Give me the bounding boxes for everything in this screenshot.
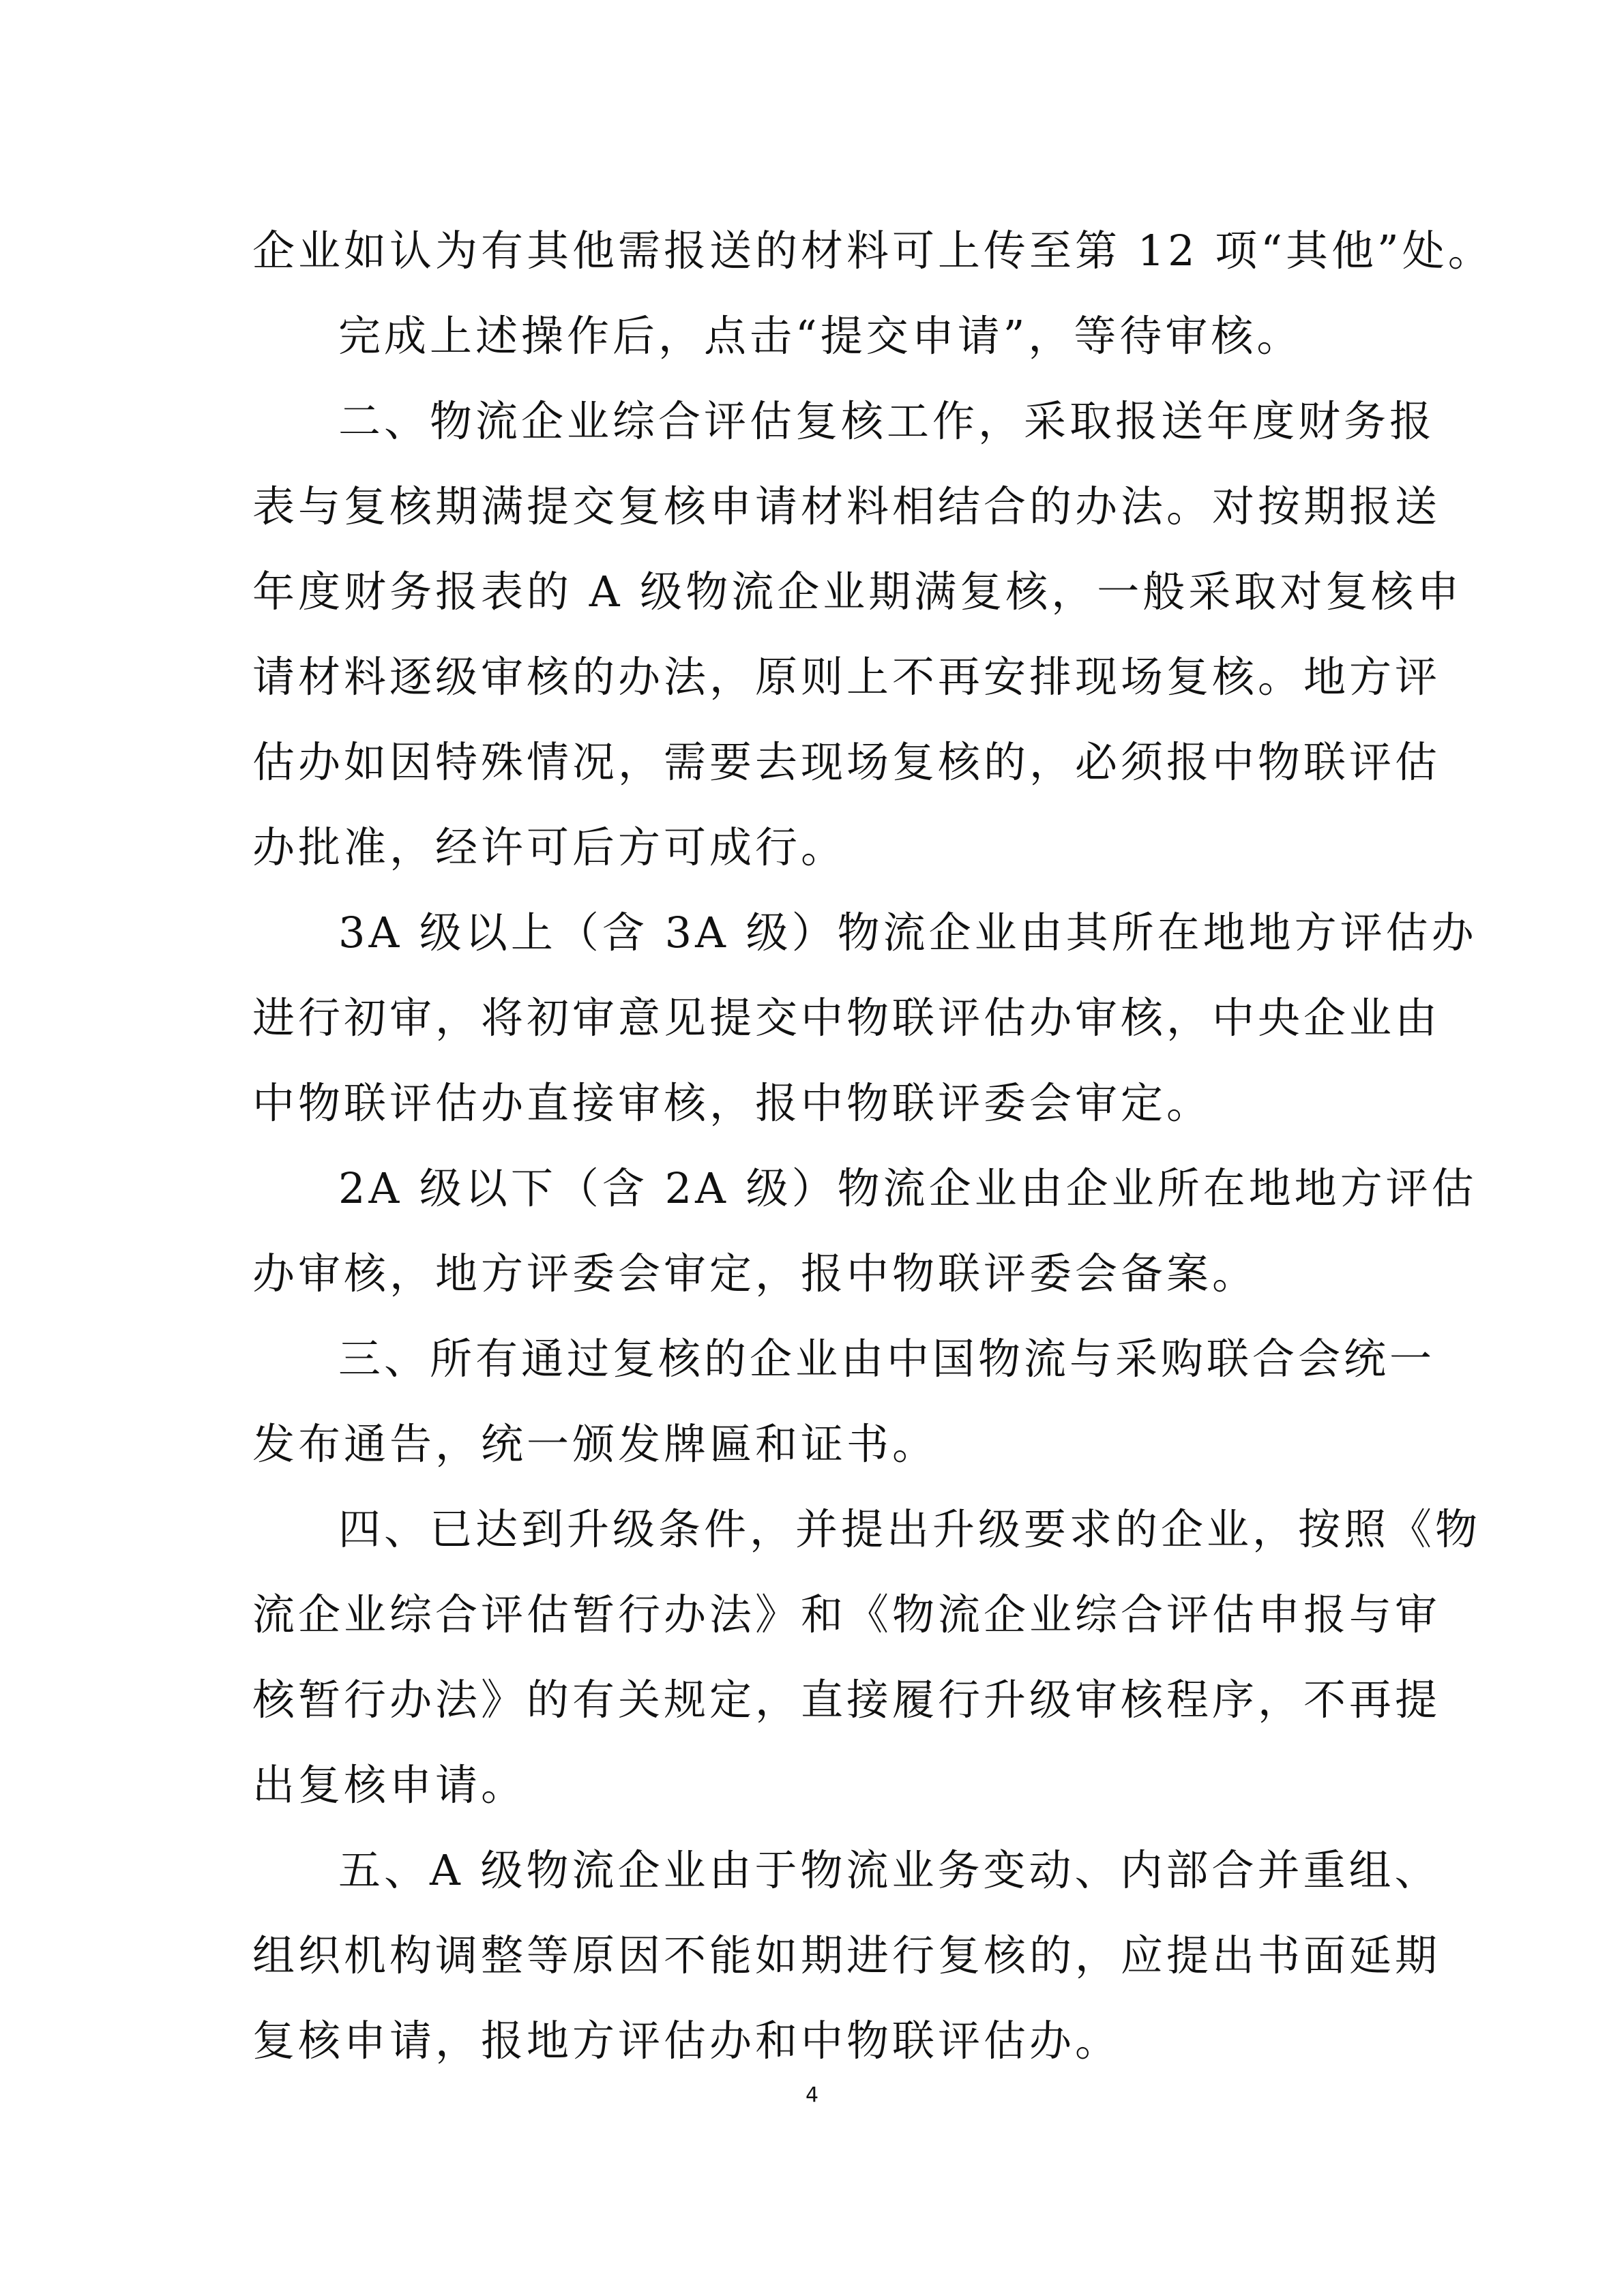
text-line-10: 进行初审，将初审意见提交中物联评估办审核，中央企业由 [252,993,1441,1043]
text-line-9: 3A 级以上（含 3A 级）物流企业由其所在地地方评估办 [338,908,1477,957]
text-line-12: 2A 级以下（含 2A 级）物流企业由企业所在地地方评估 [338,1163,1477,1213]
page-number: 4 [805,2083,819,2107]
text-line-4: 表与复核期满提交复核申请材料相结合的办法。对按期报送 [252,481,1441,531]
text-line-5: 年度财务报表的 A 级物流企业期满复核，一般采取对复核申 [252,567,1463,616]
text-line-19: 出复核申请。 [252,1760,527,1810]
text-line-18: 核暂行办法》的有关规定，直接履行升级审核程序，不再提 [252,1675,1441,1725]
text-line-15: 发布通告，统一颁发牌匾和证书。 [252,1419,939,1469]
text-line-1: 企业如认为有其他需报送的材料可上传至第 12 项“其他”处。 [252,226,1494,275]
text-line-2: 完成上述操作后，点击“提交申请”，等待审核。 [338,311,1303,361]
text-line-14: 三、所有通过复核的企业由中国物流与采购联合会统一 [338,1334,1436,1384]
text-line-17: 流企业综合评估暂行办法》和《物流企业综合评估申报与审 [252,1590,1441,1639]
text-line-11: 中物联评估办直接审核，报中物联评委会审定。 [252,1078,1213,1128]
text-line-3: 二、物流企业综合评估复核工作，采取报送年度财务报 [338,396,1436,446]
text-line-7: 估办如因特殊情况，需要去现场复核的，必须报中物联评估 [252,737,1441,787]
text-line-16: 四、已达到升级条件，并提出升级要求的企业，按照《物 [338,1504,1481,1554]
text-line-20: 五、A 级物流企业由于物流业务变动、内部合并重组、 [338,1845,1441,1895]
text-line-8: 办批准，经许可后方可成行。 [252,822,847,872]
text-line-6: 请材料逐级审核的办法，原则上不再安排现场复核。地方评 [252,652,1441,702]
text-line-22: 复核申请，报地方评估办和中物联评估办。 [252,2016,1121,2066]
text-line-13: 办审核，地方评委会审定，报中物联评委会备案。 [252,1249,1258,1298]
text-line-21: 组织机构调整等原因不能如期进行复核的，应提出书面延期 [252,1930,1441,1980]
